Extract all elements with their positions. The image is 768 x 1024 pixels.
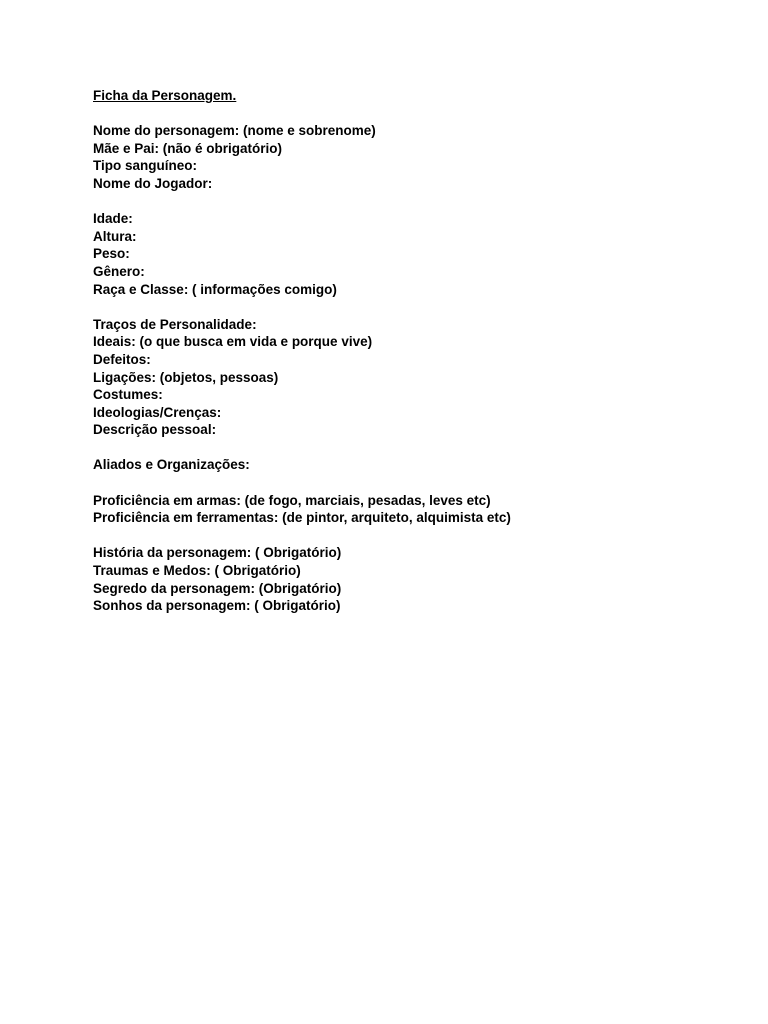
field-weight: Peso: — [93, 246, 130, 262]
field-allies: Aliados e Organizações: — [93, 457, 250, 473]
field-beliefs: Ideologias/Crenças: — [93, 404, 222, 420]
spacer — [93, 298, 733, 316]
field-height: Altura: — [93, 228, 137, 244]
field-personality-traits: Traços de Personalidade: — [93, 316, 257, 332]
section-personality — [93, 316, 733, 439]
field-customs: Costumes: — [93, 387, 163, 403]
field-secret: Segredo da personagem: (Obrigatório) — [93, 580, 342, 596]
section-story — [93, 544, 733, 614]
field-ideals: Ideais: (o que busca em vida e porque vive) — [93, 334, 373, 350]
field-bonds: Ligações: (objetos, pessoas) — [93, 369, 279, 385]
spacer — [93, 527, 733, 545]
section-proficiencies — [93, 492, 733, 527]
field-blood-type: Tipo sanguíneo: — [93, 158, 197, 174]
field-parents: Mãe e Pai: (não é obrigatório) — [93, 140, 283, 156]
section-physical — [93, 210, 733, 298]
spacer — [93, 105, 733, 123]
field-weapon-proficiency: Proficiência em armas: (de fogo, marciais, pesadas, leves etc) — [93, 492, 491, 508]
spacer — [93, 193, 733, 211]
field-gender: Gênero: — [93, 263, 145, 279]
field-player-name: Nome do Jogador: — [93, 175, 213, 191]
field-tool-proficiency: Proficiência em ferramentas: (de pintor, arquiteto, alquimista etc) — [93, 510, 511, 526]
spacer — [93, 474, 733, 492]
section-allies — [93, 456, 733, 474]
field-traumas: Traumas e Medos: ( Obrigatório) — [93, 563, 301, 579]
field-dreams: Sonhos da personagem: ( Obrigatório) — [93, 598, 341, 614]
section-identity — [93, 122, 733, 192]
field-history: História da personagem: ( Obrigatório) — [93, 545, 342, 561]
field-description: Descrição pessoal: — [93, 422, 217, 438]
document-title: Ficha da Personagem. — [93, 88, 237, 103]
field-character-name: Nome do personagem: (nome e sobrenome) — [93, 123, 376, 139]
field-flaws: Defeitos: — [93, 351, 151, 367]
document-page — [93, 87, 733, 615]
field-race-class: Raça e Classe: ( informações comigo) — [93, 281, 337, 297]
spacer — [93, 439, 733, 457]
field-age: Idade: — [93, 211, 133, 227]
